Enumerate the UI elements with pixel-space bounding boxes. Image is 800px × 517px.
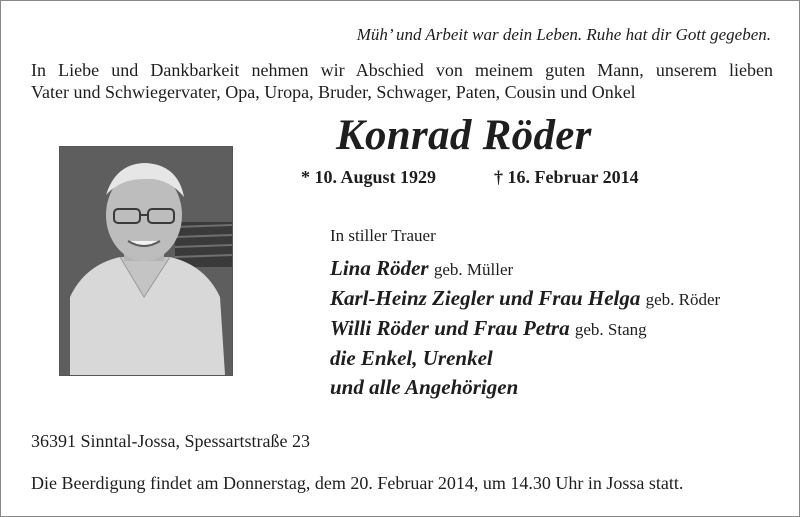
mourner-item — [330, 284, 720, 314]
mourner-nee: geb. Röder — [645, 290, 721, 309]
death-date: † 16. Februar 2014 — [494, 167, 639, 187]
family-address: 36391 Sinntal-Jossa, Spessartstraße 23 — [31, 431, 310, 451]
mourner-name: Lina Röder — [330, 256, 429, 280]
mourner-name: die Enkel, Urenkel — [330, 346, 493, 370]
mourner-name: und alle Angehörigen — [330, 375, 519, 399]
mourner-item — [330, 254, 720, 284]
intro-line-1: In Liebe und Dankbarkeit nehmen wir Abschied von meinem guten Mann, unserem lieben — [31, 60, 773, 80]
mourner-name: Willi Röder und Frau Petra — [330, 316, 570, 340]
mourner-item — [330, 314, 720, 344]
mourners-list — [330, 254, 720, 402]
intro-text — [31, 59, 773, 103]
deceased-name: Konrad Röder — [336, 112, 592, 159]
birth-date: * 10. August 1929 — [301, 167, 437, 187]
mourning-intro: In stiller Trauer — [330, 226, 436, 245]
mourner-item — [330, 373, 720, 402]
mourner-nee: geb. Müller — [433, 260, 514, 279]
mourner-nee: geb. Stang — [574, 320, 647, 339]
funeral-info: Die Beerdigung findet am Donnerstag, dem 20. Februar 2014, um 14.30 Uhr in Jossa statt. — [31, 473, 684, 493]
mourner-item — [330, 344, 720, 373]
portrait-photo — [59, 146, 233, 376]
motto-quote: Müh’ und Arbeit war dein Leben. Ruhe hat dir Gott gegeben. — [356, 25, 771, 44]
intro-line-2: Vater und Schwiegervater, Opa, Uropa, Bruder, Schwager, Paten, Cousin und Onkel — [31, 82, 636, 102]
mourner-name: Karl-Heinz Ziegler und Frau Helga — [330, 286, 641, 310]
